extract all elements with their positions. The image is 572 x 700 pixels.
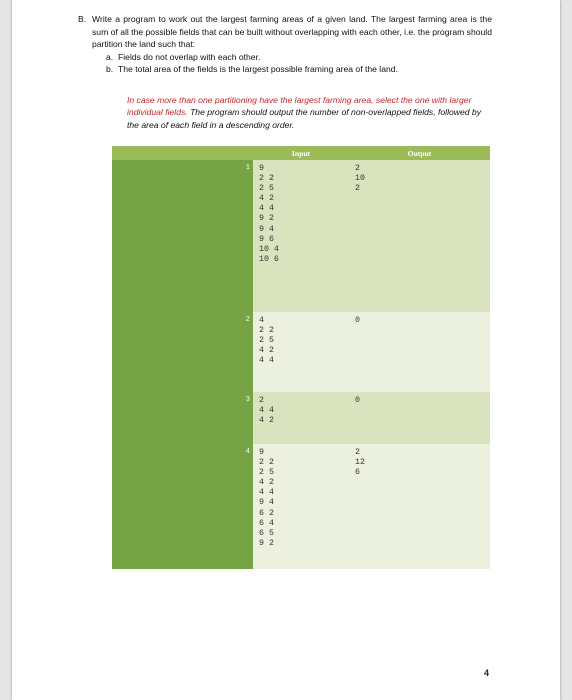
problem-number: B.: [78, 14, 87, 24]
output-line: 2: [355, 184, 360, 194]
output-line: 2: [355, 164, 360, 173]
input-line: 2 5: [259, 468, 274, 478]
output-cell: [349, 392, 490, 444]
input-header: Input: [253, 146, 349, 160]
table-row: [112, 444, 490, 569]
input-cell: [253, 160, 349, 312]
condition-item: [106, 51, 492, 64]
input-line: 10 4: [259, 244, 279, 254]
input-line: 2 2: [259, 458, 274, 468]
output-line: 10: [355, 174, 365, 184]
condition-text: Fields do not overlap with each other.: [118, 51, 261, 62]
problem-intro: Write a program to work out the largest farming areas of a given land. The largest farming area is the sum of all the possible fields that can be built without overlapping with each other, i.e. the program should partition the land such that:: [92, 14, 492, 50]
input-line: 4 2: [259, 478, 274, 488]
output-line: 12: [355, 458, 365, 468]
input-line: 4 4: [259, 356, 274, 366]
output-line: 0: [355, 396, 360, 405]
input-line: 2: [259, 396, 264, 405]
input-line: 9: [259, 448, 264, 457]
input-line: 4 2: [259, 346, 274, 356]
row-index: 2: [112, 312, 253, 392]
document-page: [12, 0, 560, 700]
condition-text: The total area of the fields is the largest possible framing area of the land.: [118, 64, 398, 75]
input-line: 2 5: [259, 184, 274, 194]
output-cell: [349, 312, 490, 392]
input-line: 10 6: [259, 254, 279, 264]
row-index: 4: [112, 444, 253, 569]
input-line: 4 2: [259, 416, 274, 426]
input-line: 9 4: [259, 224, 274, 234]
condition-marker: a.: [106, 51, 114, 62]
table-row: [112, 312, 490, 392]
index-header: [112, 146, 253, 160]
input-cell: [253, 444, 349, 569]
table-row: [112, 160, 490, 312]
input-line: 6 2: [259, 508, 274, 518]
output-line: 2: [355, 448, 360, 457]
table-header-row: [112, 146, 490, 160]
input-line: 4 4: [259, 488, 274, 498]
output-header: Output: [349, 146, 490, 160]
input-line: 4: [259, 316, 264, 325]
input-line: 9 2: [259, 538, 274, 548]
input-line: 2 2: [259, 326, 274, 336]
problem-statement: [78, 13, 492, 76]
output-cell: [349, 160, 490, 312]
output-note: [127, 94, 493, 131]
input-line: 9 6: [259, 234, 274, 244]
condition-marker: b.: [106, 64, 114, 75]
sample-io-table: [112, 146, 490, 569]
input-line: 2 2: [259, 174, 274, 184]
row-index: 3: [112, 392, 253, 444]
input-line: 4 2: [259, 194, 274, 204]
input-line: 9 4: [259, 498, 274, 508]
condition-item: [106, 63, 492, 76]
tie-break-rule: In case more than one partitioning have the largest farming area, select the one with larger individual fields.: [127, 95, 472, 118]
page-number: 4: [484, 668, 490, 678]
output-cell: [349, 444, 490, 569]
input-line: 4 4: [259, 406, 274, 416]
input-line: 2 5: [259, 336, 274, 346]
table-row: [112, 392, 490, 444]
output-line: 0: [355, 316, 360, 325]
output-line: 6: [355, 468, 360, 478]
row-index: 1: [112, 160, 253, 312]
output-format-rule: The program should output the number of non-overlapped fields, followed by the area of each field in a descending order.: [127, 107, 481, 130]
input-line: 6 5: [259, 528, 274, 538]
input-line: 4 4: [259, 204, 274, 214]
input-cell: [253, 312, 349, 392]
input-cell: [253, 392, 349, 444]
input-line: 6 4: [259, 518, 274, 528]
input-line: 9 2: [259, 214, 274, 224]
input-line: 9: [259, 164, 264, 173]
